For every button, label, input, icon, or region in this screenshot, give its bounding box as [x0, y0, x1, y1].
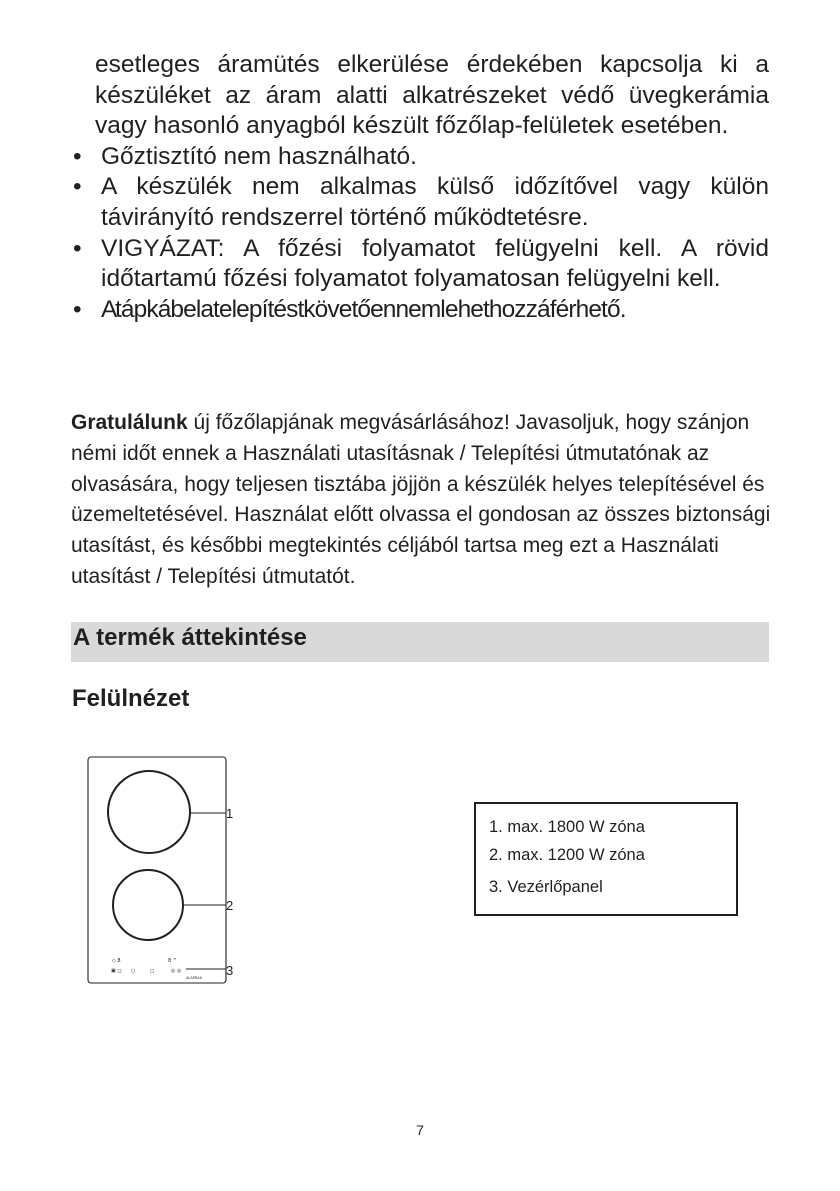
page-number: 7 — [416, 1122, 424, 1138]
svg-text:◻: ◻ — [150, 968, 155, 974]
list-item: • A készülék nem alkalmas külső időzítővel vagy külön távirányító rendszerrel történő működtetésre. — [73, 173, 769, 231]
callout-number-3: 3 — [226, 963, 234, 978]
legend-item: 2. max. 1200 W zóna — [489, 846, 645, 864]
safety-bullet-list — [71, 142, 769, 326]
diagram-legend-box — [474, 802, 738, 916]
bullet-icon: • — [73, 295, 82, 323]
bullet-icon: • — [73, 234, 82, 262]
svg-text:▣ ◻: ▣ ◻ — [111, 968, 122, 974]
bullet-icon: • — [73, 173, 82, 201]
svg-text:◇ 8: ◇ 8 — [112, 958, 121, 964]
legend-item: 3. Vezérlőpanel — [489, 878, 603, 896]
section-title: A termék áttekintése — [73, 624, 307, 651]
hob-top-view-diagram — [80, 750, 250, 995]
intro-bold-lead: Gratulálunk — [71, 411, 188, 434]
intro-paragraph — [71, 408, 771, 593]
callout-number-1: 1 — [226, 806, 234, 821]
list-item: • A tápkábel a telepítést követően nem lehet hozzáférhető. — [71, 295, 769, 326]
svg-text:◎ ◎: ◎ ◎ — [171, 968, 182, 974]
hob-outline — [88, 757, 226, 983]
list-item: • Gőztisztító nem használható. — [71, 142, 769, 173]
svg-text:8 ^: 8 ^ — [168, 958, 177, 964]
legend-item: 1. max. 1800 W zóna — [489, 818, 645, 836]
svg-text:ALAPRAX: ALAPRAX — [186, 976, 203, 980]
svg-text:○: ○ — [131, 968, 136, 974]
bullet-icon: • — [73, 142, 82, 170]
safety-continuation: esetleges áramütés elkerülése érdekében kapcsolja ki a készüléket az áram alatti alkatrészeket védő üvegkerámia vagy hasonló anyagból készült főzőlap-felületek esetében. — [95, 51, 769, 140]
subsection-title: Felülnézet — [72, 685, 190, 712]
intro-text: új főzőlapjának megvásárlásához! Javasoljuk, hogy szánjon némi időt ennek a Használati utasításnak / Telepítési útmutatónak az olvasására, hogy teljesen tisztába jöjjön a készülék helyes telepítésével és üzemeltetésével. Használat előtt olvassa el gondosan az összes biztonsági utasítást, és későbbi megtekintés céljából tartsa meg ezt a Használati utasítást / Telepítési útmutatót. — [71, 411, 771, 588]
callout-number-2: 2 — [226, 898, 234, 913]
safety-instructions — [71, 50, 769, 325]
list-item: • VIGYÁZAT: A főzési folyamatot felügyelni kell. A rövid időtartamú főzési folyamatot folyamatosan felügyelni kell. — [73, 234, 769, 293]
